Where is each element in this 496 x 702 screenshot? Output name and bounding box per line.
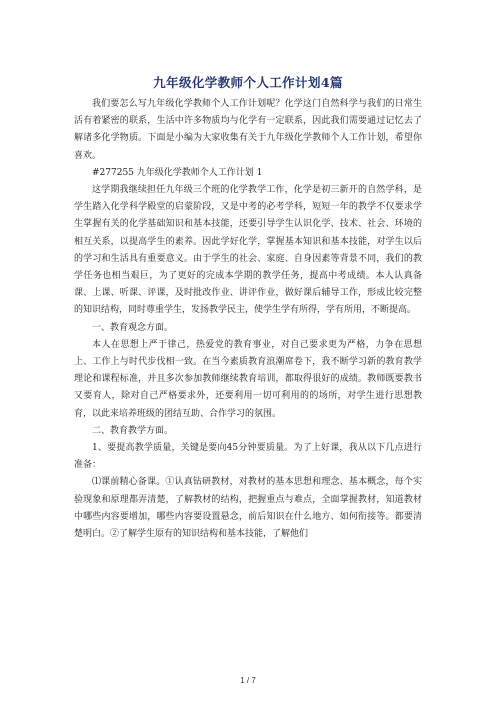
intro-paragraph: 我们要怎么写九年级化学教师个人工作计划呢？化学这门自然科学与我们的日常生活有着紧密的联系，生活中许多物质均与化学有一定联系，因此我们需要通过记忆去了解诸多化学物质。下面是小编为大家收集有关于九年级化学教师个人工作计划，希望你喜欢。 — [74, 99, 422, 161]
document-title: 九年级化学教师个人工作计划4篇 — [153, 75, 343, 90]
section-heading: #277255 九年级化学教师个人工作计划 1 — [92, 167, 263, 178]
body-paragraph: 1、要提高教学质量，关键是要向45分钟要质量。为了上好课，我从以下几点进行准备： — [74, 443, 422, 471]
section-heading: 一、教育观念方面。 — [92, 322, 174, 333]
body-paragraph: 本人在思想上严于律己，热爱党的教育事业，对自己要求更为严格，力争在思想上、工作上与时代步伐相一致。在当今素质教育浪潮席卷下，我不断学习新的教育教学理论和课程标准，并且多次参加教师继续教育培训，都取得很好的成绩。教师既要教书又要育人，除对自己严格要求外，还要利用一切可利用的的场所，对学生进行思想教育，以此来培养班级的团结互助、合作学习的氛围。 — [74, 339, 422, 419]
body-paragraph: 这学期我继续担任九年级三个班的化学教学工作，化学是初三新开的自然学科，是学生踏入化学科学殿堂的启蒙阶段，又是中考的必考学科，短短一年的教学不仅要求学生掌握有关的化学基础知识和基本技能，还要引导学生认识化学、技术、社会、环境的相互关系，以提高学生的素养。因此学好化学，掌握基本知识和基本技能，对学生以后的学习和生活具有重要意义。由于学生的社会、家庭、自身因素等背景不同，我们的教学任务也相当艰巨，为了更好的完成本学期的教学任务，提高中考成绩。本人认真备课、上课、听课、评课，及时批改作业、讲评作业，做好课后辅导工作，形成比较完整的知识结构，同时尊重学生，发扬教学民主，使学生学有所得，学有所用，不断提高。 — [74, 185, 422, 316]
section-heading: 二、教育教学方面。 — [92, 425, 174, 436]
body-paragraph: ⑴课前精心备课。①认真钻研教材，对教材的基本思想和理念、基本概念，每个实验现象和原理都弄清楚，了解教材的结构，把握重点与难点，全面掌握教材，知道教材中哪些内容要增加，哪些内容要设置悬念，前后知识在什么地方、如何衔接等。都要清楚明白。②了解学生原有的知识结构和基本技能，了解他们 — [74, 477, 422, 540]
page-indicator: 1 / 7 — [240, 676, 256, 685]
document-body — [74, 96, 422, 543]
